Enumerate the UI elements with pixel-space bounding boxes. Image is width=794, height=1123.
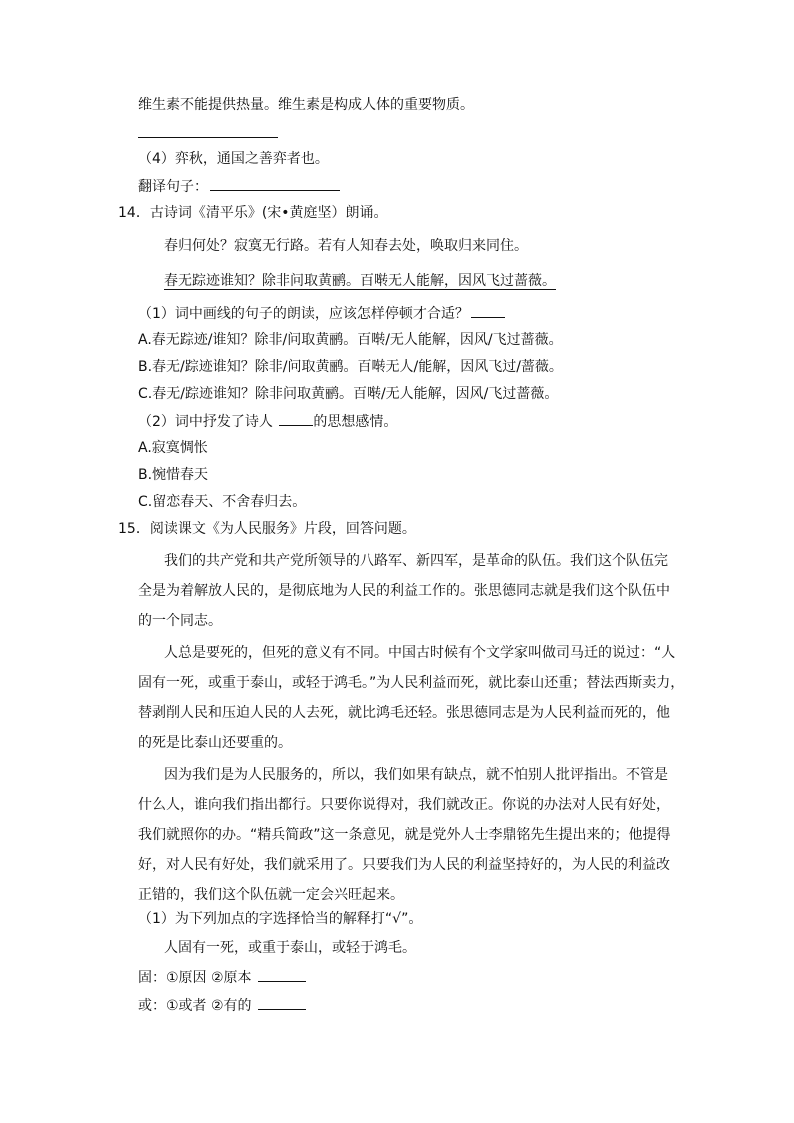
passage-line: 我们的共产党和共产党所领导的八路军、新四军，是革命的队伍。我们这个队伍完: [164, 553, 668, 569]
option-c: C.留恋春天、不舍春归去。: [138, 494, 307, 510]
question-14-2: [138, 411, 397, 432]
definition-huo: [138, 995, 306, 1016]
translate-row: [138, 176, 340, 197]
option-c: C.春无/踪迹谁知？除非问取黄鹂。百啭/无人能解，因风/飞过蔷薇。: [138, 386, 559, 402]
passage-line: 的死是比泰山还要重的。: [138, 735, 292, 751]
question-15-title: 15．阅读课文《为人民服务》片段，回答问题。: [118, 521, 416, 537]
answer-blank[interactable]: [471, 303, 505, 318]
answer-blank[interactable]: [279, 411, 313, 426]
answer-blank[interactable]: [210, 176, 340, 191]
question-text: 的思想感情。: [313, 414, 398, 430]
option-a: A.寂寞惆怅: [138, 440, 208, 456]
definition-text: 固：①原因 ②原本: [138, 970, 252, 986]
question-4: （4）弈秋，通国之善弈者也。: [138, 151, 329, 167]
passage-line: 我们就照你的办。“精兵简政”这一条意见，就是党外人士李鼎铭先生提出来的；他提得: [138, 827, 671, 843]
answer-blank[interactable]: [138, 137, 278, 138]
passage-line: 正错的，我们这个队伍就一定会兴旺起来。: [138, 887, 404, 903]
question-text: （2）词中抒发了诗人: [138, 414, 278, 430]
definition-gu: [138, 967, 306, 988]
question-14-title: 14．古诗词《清平乐》(宋•黄庭坚）朗诵。: [118, 205, 388, 221]
option-a: A.春无踪迹/谁知？除非/问取黄鹂。百啭/无人能解，因风/飞过蔷薇。: [138, 332, 563, 348]
question-15-1: （1）为下列加点的字选择恰当的解释打“√”。: [138, 911, 423, 927]
option-b: B.春无/踪迹谁知？除非/问取黄鹂。百啭无人/能解，因风飞过/蔷薇。: [138, 359, 563, 375]
answer-blank[interactable]: [258, 967, 306, 982]
answer-blank[interactable]: [258, 995, 306, 1010]
passage-line: 的一个同志。: [138, 613, 222, 629]
passage-line: 好，对人民有好处，我们就采用了。只要我们为人民的利益坚持好的，为人民的利益改: [138, 857, 670, 873]
passage-line: 人总是要死的，但死的意义有不同。中国古时候有个文学家叫做司马迁的说过：“人: [164, 645, 676, 661]
passage-line: 什么人，谁向我们指出都行。只要你说得对，我们就改正。你说的办法对人民有好处，: [138, 797, 670, 813]
passage-line: 替剥削人民和压迫人民的人去死，就比鸿毛还轻。张思德同志是为人民利益而死的，他: [138, 705, 670, 721]
question-text: （1）词中画线的句子的朗读，应该怎样停顿才合适？: [138, 306, 469, 322]
question-14-1: [138, 303, 505, 324]
passage-line: 固有一死，或重于泰山，或轻于鸿毛。”为人民利益而死，就比泰山还重；替法西斯卖力，: [138, 675, 685, 691]
poem-line-underlined: 春无踪迹谁知？除非问取黄鹂。百啭无人能解，因风飞过蔷薇。: [164, 273, 556, 289]
translate-label: 翻译句子：: [138, 179, 208, 195]
text-line: 维生素不能提供热量。维生素是构成人体的重要物质。: [138, 97, 474, 113]
poem-line: 春归何处？寂寞无行路。若有人知春去处，唤取归来同住。: [164, 238, 528, 254]
quote-line: 人固有一死，或重于泰山，或轻于鸿毛。: [164, 940, 416, 956]
passage-line: 因为我们是为人民服务的，所以，我们如果有缺点，就不怕别人批评指出。不管是: [164, 767, 668, 783]
definition-text: 或：①或者 ②有的: [138, 998, 252, 1014]
passage-line: 全是为着解放人民的，是彻底地为人民的利益工作的。张思德同志就是我们这个队伍中: [138, 583, 670, 599]
option-b: B.惋惜春天: [138, 467, 209, 483]
